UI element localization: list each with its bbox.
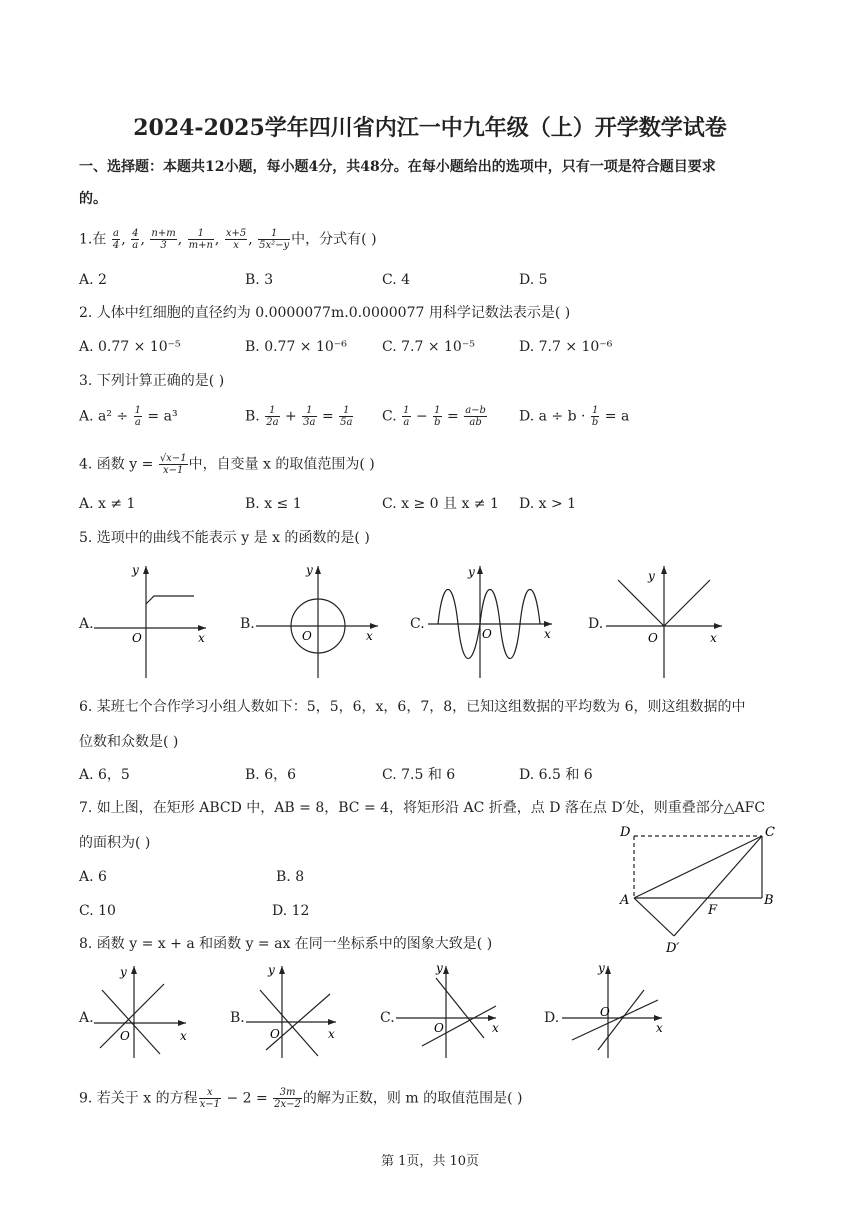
q5a-origin: O [132,631,142,645]
question-3: 3. 下列计算正确的是( ) [79,373,225,389]
svg-text:O: O [600,1005,610,1019]
q7-option-c: C. 10 [79,903,116,919]
q1-option-c: C. 4 [382,272,411,288]
q5c-axis-y: y [468,565,475,579]
svg-text:O: O [270,1027,280,1041]
question-1: 1.在 $\frac{a}{4}$ , $\frac{4}{a}$ , $\frac{n+m}{3}$ , $\frac{1}{m+n}$ , $\frac{x+5}{x}$ , $\frac{1}{\text{5x²−y}}$ 中，分式有( ) [79,228,377,251]
q5d-origin: O [648,631,658,645]
svg-text:y: y [436,961,443,975]
question-4: 4. 函数 y = $\frac{√x-1}{x-1}$ 中，自变量 x 的取值范围为( ) [79,453,375,476]
question-6: 6. 某班七个合作学习小组人数如下：5，5，6，x，6，7，8，已知这组数据的平均数为 6，则这组数据的中 [79,699,746,715]
q1-fraction-4: $\frac{1}{m+n}$ [188,228,213,251]
question-2: 2. 人体中红细胞的直径约为 0.0000077m.0.0000077 用科学记数法表示是( ) [79,305,571,321]
q1-option-b: B. 3 [245,272,274,288]
q1-fraction-2: $\frac{4}{a}$ [132,228,139,251]
svg-text:O: O [434,1021,444,1035]
q7-label-c: C [765,825,775,840]
section-heading: 一、选择题：本题共12小题，每小题4分，共48分。在每小题给出的选项中，只有一项是符合题目要求 [79,159,716,175]
q8-label-a: A. [79,1010,94,1026]
q8-graph-a [94,960,194,1060]
q3-option-c: C. $\frac{1}{a}$ − $\frac{1}{b}$ = $\frac{a-b}{ab}$ [382,405,486,428]
q5a-axis-x: x [198,631,205,645]
svg-text:y: y [598,961,605,975]
q2-option-a: A. 0.77 × 10⁻⁵ [79,339,181,355]
svg-text:x: x [656,1021,663,1035]
q5-graph-a [94,560,214,680]
page-footer: 第 1页，共 10页 [380,1154,480,1169]
q5c-origin: O [482,627,492,641]
q6-option-d: D. 6.5 和 6 [519,767,593,783]
svg-text:y: y [268,963,275,977]
question-9: 9. 若关于 x 的方程 $\frac{x}{x-1}$ − 2 = $\frac{3m}{2x-2}$ 的解为正数，则 m 的取值范围是( ) [79,1087,523,1110]
q1-number: 1. [79,231,93,248]
q1-option-d: D. 5 [519,272,548,288]
q5-graph-d [606,560,730,680]
q7-label-b: B [764,893,774,908]
question-7-cont: 的面积为( ) [79,835,151,851]
q5-label-c: C. [410,616,425,632]
q5-graph-c [428,560,558,680]
q7-option-d: D. 12 [272,903,310,919]
q7-option-a: A. 6 [79,869,107,885]
svg-text:O: O [120,1029,130,1043]
page-title: 2024-2025学年四川省内江一中九年级（上）开学数学试卷 [133,115,727,141]
q5d-axis-y: y [648,569,655,583]
svg-text:x: x [180,1029,187,1043]
q5-graph-b [256,560,386,680]
q5b-origin: O [302,629,312,643]
q4-option-d: D. x > 1 [519,496,577,512]
q2-option-b: B. 0.77 × 10⁻⁶ [245,339,347,355]
q6-option-c: C. 7.5 和 6 [382,767,456,783]
section-heading-cont: 的。 [79,191,107,207]
q1-option-a: A. 2 [79,272,107,288]
q5-label-d: D. [588,616,604,632]
q5-label-a: A. [79,616,94,632]
q7-label-dprime: D′ [666,941,680,956]
q3-option-b: B. $\frac{1}{2a}$ + $\frac{1}{3a}$ = $\frac{1}{5a}$ [245,405,353,428]
q1-suffix: 中，分式有( ) [291,231,377,248]
q7-label-f: F [708,903,718,918]
q8-graph-b [246,960,346,1060]
question-7: 7. 如上图，在矩形 ABCD 中，AB = 8，BC = 4，将矩形沿 AC 折叠，点 D 落在点 D′处，则重叠部分△AFC [79,800,766,816]
q5b-axis-y: y [306,563,313,577]
q6-option-a: A. 6，5 [79,767,130,783]
q9-fraction-1: $\frac{x}{x-1}$ [199,1087,220,1110]
q9-fraction-2: $\frac{3m}{2x-2}$ [274,1087,301,1110]
q4-option-b: B. x ≤ 1 [245,496,302,512]
q1-fraction-6: $\frac{1}{\text{5x²−y}}$ [259,228,290,251]
q5b-axis-x: x [366,629,373,643]
q6-option-b: B. 6，6 [245,767,297,783]
svg-text:y: y [120,965,127,979]
q3-option-a: A. a² ÷ $\frac{1}{a}$ = a³ [79,405,178,428]
q7-label-d: D [620,825,631,840]
q5c-axis-x: x [544,627,551,641]
q8-label-c: C. [380,1010,395,1026]
q4-option-c: C. x ≥ 0 且 x ≠ 1 [382,496,499,512]
q5d-axis-x: x [710,631,717,645]
q1-fraction-3: $\frac{n+m}{3}$ [151,228,176,251]
q3-option-d: D. a ÷ b · $\frac{1}{b}$ = a [519,405,630,428]
q4-fraction: $\frac{√x-1}{x-1}$ [159,453,187,476]
q4-option-a: A. x ≠ 1 [79,496,136,512]
q7-label-a: A [620,893,630,908]
q8-label-d: D. [544,1010,560,1026]
q8-graph-d [562,960,672,1060]
q1-fraction-5: $\frac{x+5}{x}$ [225,228,247,251]
q5a-axis-y: y [132,563,139,577]
q7-option-b: B. 8 [276,869,305,885]
svg-text:x: x [492,1021,499,1035]
q8-graph-c [396,960,506,1060]
q5-label-b: B. [240,616,255,632]
question-8: 8. 函数 y = x + a 和函数 y = ax 在同一坐标系中的图象大致是( ) [79,936,493,952]
question-6-cont: 位数和众数是( ) [79,734,179,750]
q8-label-b: B. [230,1010,245,1026]
q2-option-c: C. 7.7 × 10⁻⁵ [382,339,475,355]
q1-prefix: 在 [92,231,107,248]
q2-option-d: D. 7.7 × 10⁻⁶ [519,339,613,355]
svg-text:x: x [328,1027,335,1041]
q1-fraction-1: $\frac{a}{4}$ [112,228,120,251]
question-5: 5. 选项中的曲线不能表示 y 是 x 的函数的是( ) [79,530,370,546]
q7-rectangle-figure [612,818,788,960]
